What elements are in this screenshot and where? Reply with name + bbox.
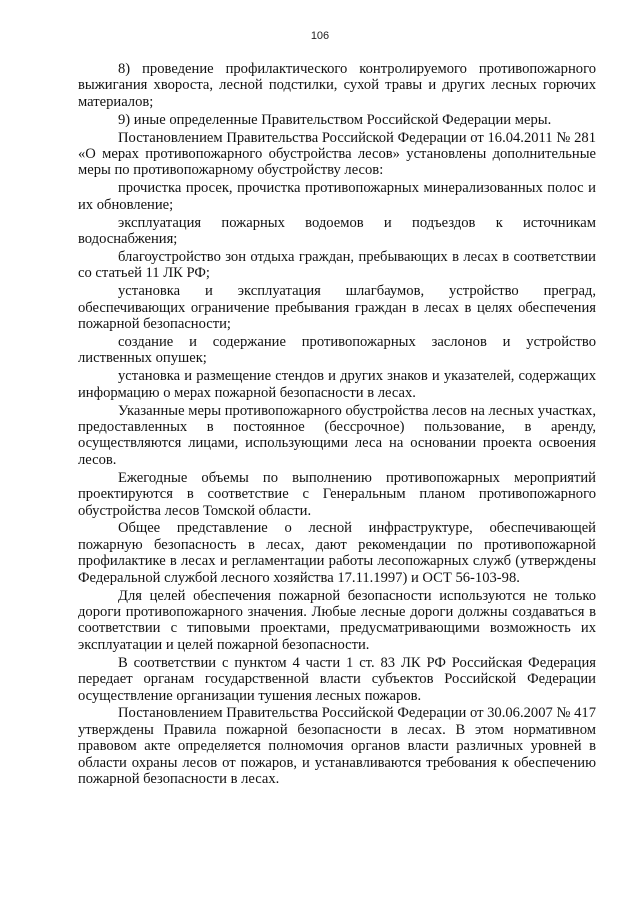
paragraph-lease-measures: Указанные меры противопожарного обустройства лесов на лесных участках, предоставленных в постоянное (бессрочное) пользование, в аренду, осуществляются лицами, использующими леса на основании проекта освоения лесов. [78, 402, 596, 468]
paragraph-measure-signs: установка и размещение стендов и других знаков и указателей, содержащих информацию о мерах пожарной безопасности в лесах. [78, 368, 596, 401]
paragraph-measure-firebreaks: создание и содержание противопожарных заслонов и устройство лиственных опушек; [78, 334, 596, 367]
paragraph-infrastructure: Общее представление о лесной инфраструктуре, обеспечивающей пожарную безопасность в лесах, дают рекомендации по противопожарной профилактике в лесах и регламентации работы лесопожарных служб (утверждены Федеральной службой лесного хозяйства 17.11.1997) и ОСТ 56-103-98. [78, 520, 596, 586]
paragraph-item-9: 9) иные определенные Правительством Российской Федерации меры. [118, 111, 552, 128]
paragraph-decree-281: Постановлением Правительства Российской Федерации от 16.04.2011 № 281 «О мерах противопожарного обустройства лесов» установлены дополнительные меры по противопожарному обустройству лесов: [78, 129, 596, 179]
paragraph-measure-clearing: прочистка просек, прочистка противопожарных минерализованных полос и их обновление; [78, 180, 596, 213]
paragraph-item-8: 8) проведение профилактического контролируемого противопожарного выжигания хвороста, лесной подстилки, сухой травы и других лесных горючих материалов; [78, 61, 596, 110]
paragraph-roads: Для целей обеспечения пожарной безопасности используются не только дороги противопожарного значения. Любые лесные дороги должны создаваться в соответствии с типовыми проектами, предусматривающими возможность их эксплуатации и целей пожарной безопасности. [78, 587, 596, 653]
paragraph-measure-recreation: благоустройство зон отдыха граждан, пребывающих в лесах в соответствии со статьей 11 ЛК РФ; [78, 248, 596, 282]
paragraph-article-83: В соответствии с пунктом 4 части 1 ст. 83 ЛК РФ Российская Федерация передает органам государственной власти субъектов Российской Федерации осуществление организации тушения лесных пожаров. [78, 654, 596, 704]
paragraph-measure-barriers: установка и эксплуатация шлагбаумов, устройство преград, обеспечивающих ограничение пребывания граждан в лесах в целях обеспечения пожарной безопасности; [78, 283, 596, 333]
document-body [78, 61, 596, 787]
paragraph-decree-417: Постановлением Правительства Российской Федерации от 30.06.2007 № 417 утверждены Правила пожарной безопасности в лесах. В этом нормативном правовом акте определяется полномочия органов власти различных уровней в области охраны лесов от пожаров, и устанавливаются требования к обеспечению пожарной безопасности в лесах. [78, 705, 596, 788]
paragraph-measure-water: эксплуатация пожарных водоемов и подъездов к источникам водоснабжения; [78, 214, 596, 248]
paragraph-annual-volumes: Ежегодные объемы по выполнению противопожарных мероприятий проектируются в соответствие с Генеральным планом противопожарного обустройства лесов Томской области. [78, 469, 596, 519]
page-number: 106 [310, 30, 330, 42]
